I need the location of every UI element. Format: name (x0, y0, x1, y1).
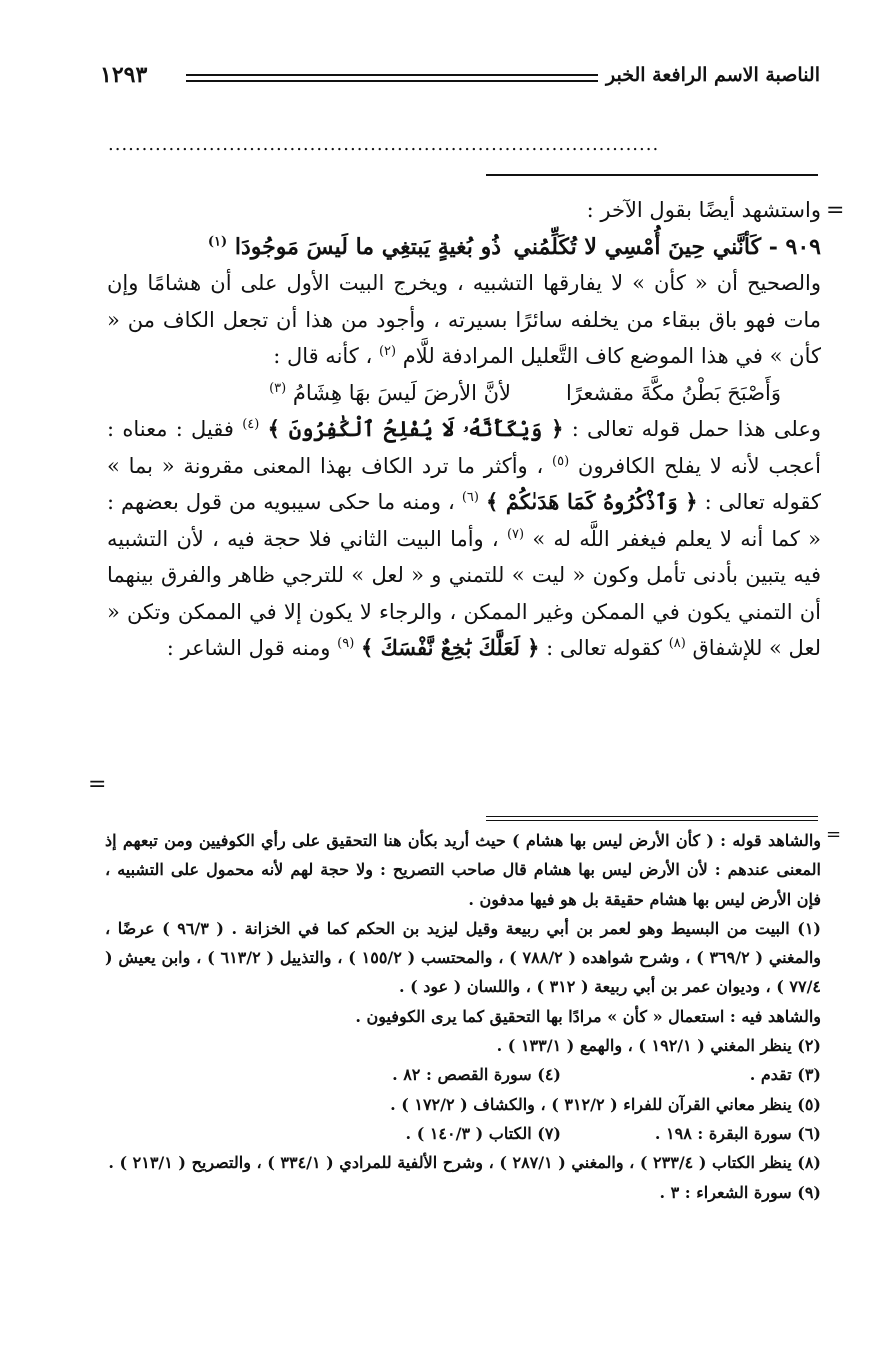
footnote-ref-8: (٨) (668, 636, 686, 651)
footnote-continuation: والشاهد قوله : ( كأن الأرض ليس بها هشام ) حيث أريد بكأن هنا التحقيق على رأي الكوفيين ومن تبعهم إذ المعنى عندهم : لأن الأرض ليس بها هشام قال صاحب التصريح : ولا حجة لهم لأنه محمول على التشبيه ، فإن الأرض ليس بها هشام حقيقة بل هو فيها مدفون . (105, 831, 821, 909)
quran-citation-3: ﴿ لَعَلَّكَ بَٰخِعٌ نَّفْسَكَ ﴾ (360, 635, 540, 660)
footnote-rule (486, 816, 818, 821)
intro-line: واستشهد أيضًا بقول الآخر : (586, 198, 821, 222)
footnote-1-shahid: والشاهد فيه : استعمال « كأن » مرادًا بها التحقيق كما يرى الكوفيون . (355, 1006, 821, 1026)
continuation-rule (486, 174, 818, 176)
footnote-4: (٤) سورة القصص : ٨٢ . (392, 1065, 561, 1085)
footnote-9: (٩) سورة الشعراء : ٣ . (659, 1182, 821, 1202)
footnote-5: (٥) ينظر معاني القرآن للفراء ( ٣١٢/٢ ) ، والكشاف ( ١٧٢/٢ ) . (390, 1094, 821, 1114)
page-number: ١٢٩٣ (100, 62, 148, 88)
running-title: الناصبة الاسم الرافعة الخبر (606, 64, 820, 86)
footnote-row-3-4 (105, 1060, 821, 1089)
paragraph-1: والصحيح أن « كأن » لا يفارقها التشبيه ، ويخرج البيت الأول على أن هشامًا وإن مات فهو باق ببقاء من يخلفه سائرًا بسيرته ، وأجود من هذا أن تجعل الكاف من « كأن » في هذا الموضع كاف التَّعليل المرادفة للَّام $^{(٢)}$ ، كأنه قال : (107, 271, 821, 368)
paragraph-2: وعلى هذا حمل قوله تعالى : ﴿ وَيْكَأَنَّهُۥ لَا يُفْلِحُ ٱلْكَٰفِرُونَ ﴾ $^{(٤)}$ فقيل : معناه : أعجب لأنه لا يفلح الكافرون $^{(٥)}$ ، وأكثر ما ترد الكاف بهذا المعنى مقرونة « بما » كقوله تعالى : ﴿ وَٱذْكُرُوهُ كَمَا هَدَىٰكُمْ ﴾ $^{(٦)}$ ، ومنه ما حكى سيبويه من قول بعضهم : « كما أنه لا يعلم فيغفر اللَّه له » $^{(٧)}$ ، وأما البيت الثاني فلا حجة فيه ، لأن التشبيه فيه يتبين بأدنى تأمل وكون « ليت » للتمني و « لعل » للترجي ظاهر والفرق بينهما أن التمني يكون في الممكن وغير الممكن ، والرجاء لا يكون إلا في الممكن وتكن « لعل » للإشفاق $^{(٨)}$ كقوله تعالى : ﴿ لَعَلَّكَ بَٰخِعٌ نَّفْسَكَ ﴾ $^{(٩)}$ ومنه قول الشاعر : (107, 416, 821, 660)
verse-909 (107, 229, 821, 266)
footnotes (105, 826, 821, 1207)
footnote-continued-marker: = (826, 824, 842, 845)
footnote-row-6-7 (105, 1119, 821, 1148)
continued-marker-top: = (826, 198, 845, 223)
footnote-3: (٣) تقدم . (749, 1065, 821, 1085)
quran-citation-2: ﴿ وَٱذْكُرُوهُ كَمَا هَدَىٰكُمْ ﴾ (485, 489, 698, 514)
dotted-separator: .................................................................................. (108, 134, 660, 154)
quran-citation-1: ﴿ وَيْكَأَنَّهُۥ لَا يُفْلِحُ ٱلْكَٰفِرُونَ ﴾ (267, 416, 564, 441)
header-rule (186, 74, 598, 82)
footnote-ref-4: (٤) (242, 417, 260, 432)
main-text (107, 192, 821, 667)
footnote-ref-3: (٣) (269, 380, 287, 396)
page-header (100, 62, 820, 98)
verse2-hemistich-right: وَأَصْبَحَ بَطْنُ مكَّةَ مقشعرًا (565, 380, 781, 405)
footnote-1: (١) البيت من البسيط وهو لعمر بن أبي ربيعة وقيل ليزيد بن الحكم كما في الخزانة . ( ٩٦/٣ ) عرضًا ، والمغني ( ٣٦٩/٢ ) ، وشرح شواهده ( ٧٨٨/٢ ) ، والمحتسب ( ١٥٥/٢ ) ، والتذييل ( ٦١٣/٢ ) ، وابن يعيش ( ٧٧/٤ ) ، وديوان عمر بن أبي ربيعة ( ٣١٢ ) ، واللسان ( عود ) . (105, 918, 822, 997)
verse-hemistich-right: ٩٠٩ - كَأنَّني حِينَ أُمْسِي لا تُكَلِّمُني (513, 233, 821, 260)
footnote-ref-7: (٧) (506, 526, 525, 542)
verse-hemistich-left: ذُو بُغيةٍ يَبتغِي ما لَيسَ مَوجُودَا $^{(١)}$ (207, 233, 501, 260)
footnote-ref-9: (٩) (337, 636, 355, 651)
continues-marker-bottom: = (88, 772, 107, 797)
footnote-6: (٦) سورة البقرة : ١٩٨ . (654, 1123, 821, 1143)
footnote-2: (٢) ينظر المغني ( ١٩٢/١ ) ، والهمع ( ١٣٣/١ ) . (496, 1036, 821, 1056)
footnote-ref-1: (١) (207, 234, 228, 250)
verse-number: ٩٠٩ - (768, 233, 821, 260)
footnote-ref-6: (٦) (461, 490, 479, 505)
footnote-7: (٧) الكتاب ( ١٤٠/٣ ) . (405, 1123, 561, 1143)
verse2-hemistich-left: لأنَّ الأرضَ لَيسَ بهَا هِشَامُ (292, 380, 511, 405)
footnote-8: (٨) ينظر الكتاب ( ٢٣٣/٤ ) ، والمغني ( ٢٨٧/١ ) ، وشرح الألفية للمرادي ( ٣٣٤/١ ) ، والتصريح ( ٢١٣/١ ) . (108, 1153, 821, 1173)
verse-quoted (107, 375, 821, 412)
footnote-ref-2: (٢) (378, 344, 397, 359)
footnote-ref-5: (٥) (552, 453, 570, 469)
